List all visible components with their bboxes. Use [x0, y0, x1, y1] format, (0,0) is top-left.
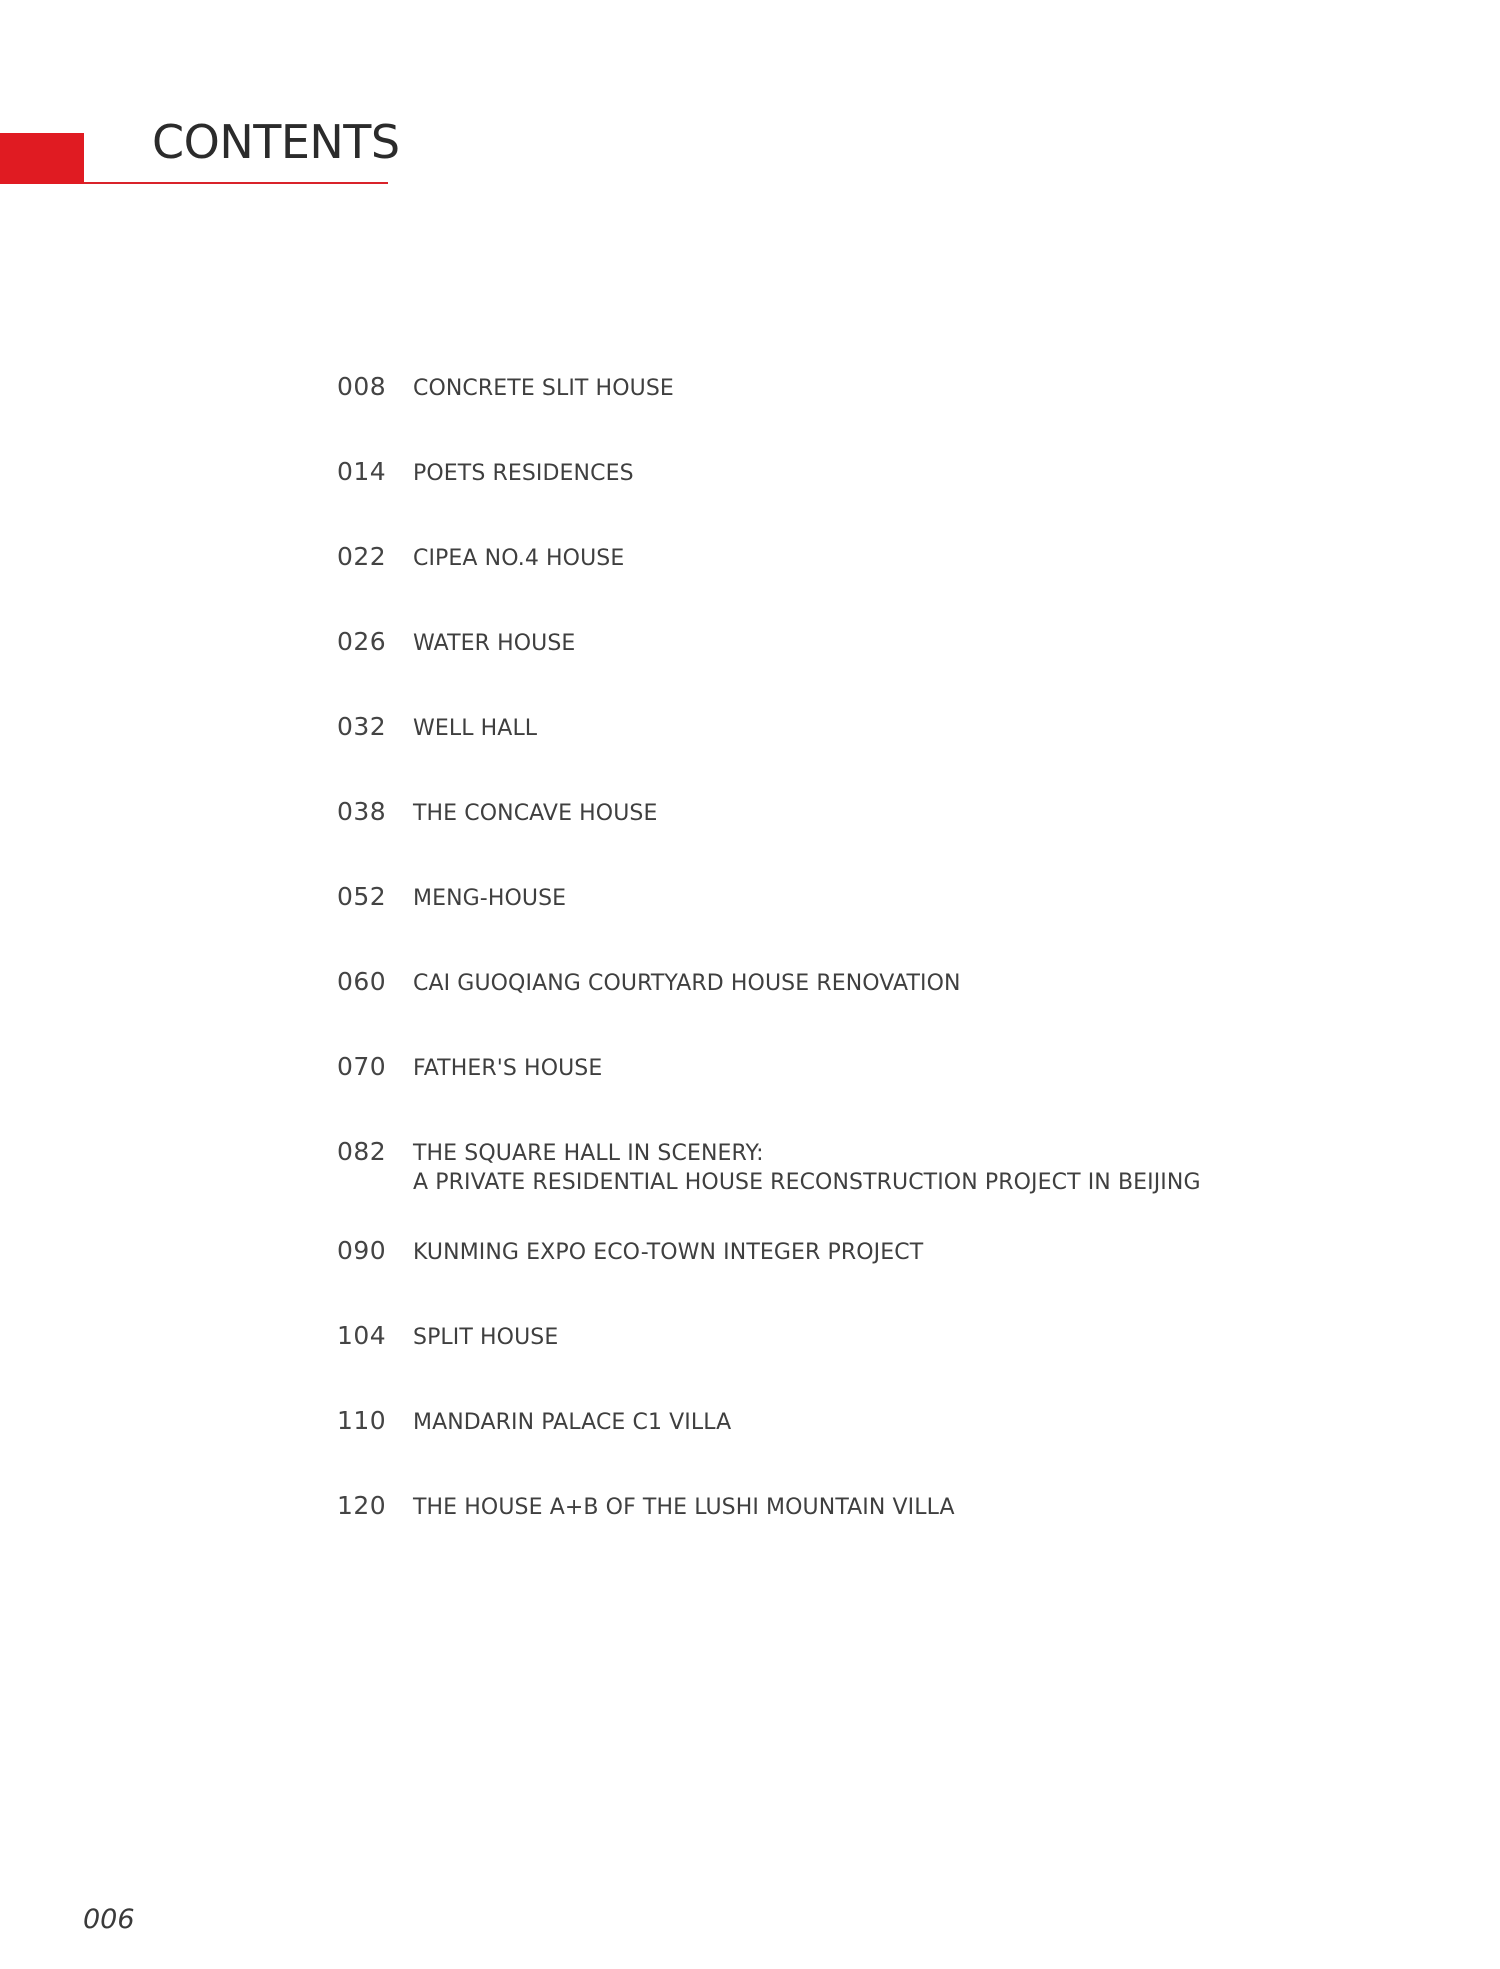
toc-entry[interactable] — [337, 797, 1337, 857]
toc-title: KUNMING EXPO ECO-TOWN INTEGER PROJECT — [413, 1240, 924, 1265]
toc-title: SPLIT HOUSE — [413, 1325, 559, 1350]
toc-title: CAI GUOQIANG COURTYARD HOUSE RENOVATION — [413, 971, 961, 996]
toc-entry[interactable] — [337, 1406, 1337, 1466]
folio-page-number: 006 — [83, 1904, 135, 1935]
toc-page-number: 022 — [337, 542, 387, 571]
page-title: CONTENTS — [152, 115, 400, 169]
toc-page-number: 090 — [337, 1236, 387, 1265]
toc-title: MANDARIN PALACE C1 VILLA — [413, 1410, 732, 1435]
toc-title: THE HOUSE A+B OF THE LUSHI MOUNTAIN VILLA — [413, 1495, 955, 1520]
toc-title: CIPEA NO.4 HOUSE — [413, 546, 625, 571]
header-accent-block — [0, 133, 84, 184]
toc-entry[interactable] — [337, 542, 1337, 602]
toc-entry[interactable] — [337, 1137, 1337, 1217]
toc-title-line-2: A PRIVATE RESIDENTIAL HOUSE RECONSTRUCTION PROJECT IN BEIJING — [413, 1170, 1201, 1195]
toc-title: FATHER'S HOUSE — [413, 1056, 603, 1081]
toc-page-number: 008 — [337, 372, 387, 401]
toc-entry[interactable] — [337, 1052, 1337, 1112]
toc-title: THE CONCAVE HOUSE — [413, 801, 658, 826]
toc-title: THE SQUARE HALL IN SCENERY: — [413, 1141, 764, 1166]
toc-entry[interactable] — [337, 1491, 1337, 1551]
toc-page-number: 014 — [337, 457, 387, 486]
toc-entry[interactable] — [337, 1321, 1337, 1381]
toc-entry[interactable] — [337, 967, 1337, 1027]
toc-page-number: 038 — [337, 797, 387, 826]
toc-entry[interactable] — [337, 627, 1337, 687]
toc-title: MENG-HOUSE — [413, 886, 567, 911]
toc-title: CONCRETE SLIT HOUSE — [413, 376, 674, 401]
toc-page-number: 104 — [337, 1321, 387, 1350]
toc-page-number: 032 — [337, 712, 387, 741]
toc-entry[interactable] — [337, 1236, 1337, 1296]
toc-title: POETS RESIDENCES — [413, 461, 634, 486]
toc-entry[interactable] — [337, 712, 1337, 772]
toc-entry[interactable] — [337, 372, 1337, 432]
toc-entry[interactable] — [337, 457, 1337, 517]
toc-page-number: 060 — [337, 967, 387, 996]
toc-page-number: 052 — [337, 882, 387, 911]
toc-page-number: 110 — [337, 1406, 387, 1435]
header-underline — [84, 182, 388, 184]
toc-page-number: 070 — [337, 1052, 387, 1081]
toc-page-number: 026 — [337, 627, 387, 656]
toc-title: WATER HOUSE — [413, 631, 576, 656]
toc-entry[interactable] — [337, 882, 1337, 942]
toc-page-number: 120 — [337, 1491, 387, 1520]
toc-title: WELL HALL — [413, 716, 538, 741]
toc-page-number: 082 — [337, 1137, 387, 1166]
